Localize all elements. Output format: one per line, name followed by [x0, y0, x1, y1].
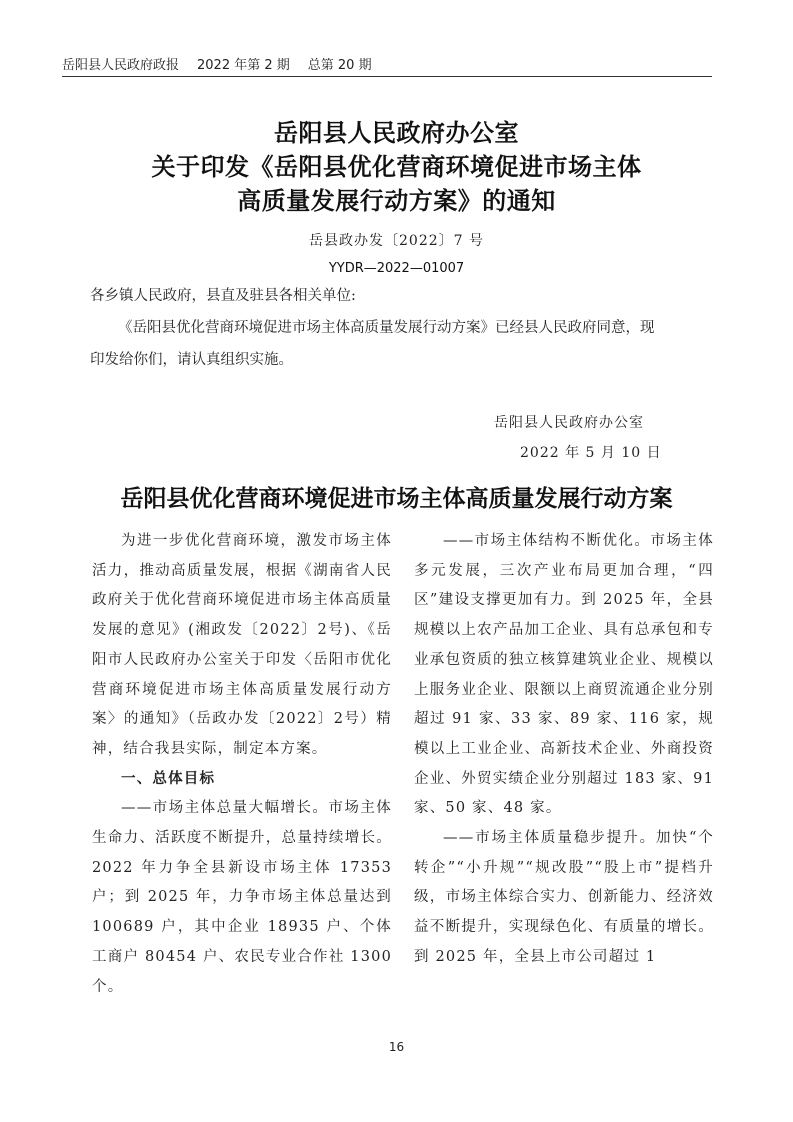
plan-title: 岳阳县优化营商环境促进市场主体高质量发展行动方案: [120, 485, 673, 512]
sign-date: 2022 年 5 月 10 日: [520, 445, 662, 461]
signer: 岳阳县人民政府办公室: [494, 415, 644, 431]
issue-number: 2022 年第 2 期: [197, 58, 290, 73]
notice-body-line-2: 印发给你们，请认真组织实施。: [90, 352, 293, 368]
addressee: 各乡镇人民政府，县直及驻县各相关单位:: [90, 288, 356, 304]
total-issue-number: 总第 20 期: [307, 58, 372, 73]
section-heading: 一、总体目标: [121, 770, 216, 787]
notice-title-line-1: 岳阳县人民政府办公室: [274, 118, 519, 147]
intro-paragraph: 为进一步优化营商环境，激发市场主体活力，推动高质量发展，根据《湖南省人民政府关于优化营商环境促进市场主体高质量发展的意见》(湘政发〔2022〕2号)、《岳阳市人民政府办公室关于印发〈岳阳市优化营商环境促进市场主体高质量发展行动方案〉的通知》（岳政办发〔2022〕2号）精神，结合我县实际，制定本方案。: [92, 533, 392, 757]
publication-name: 岳阳县人民政府政报: [62, 58, 180, 73]
goal-paragraph-1: ——市场主体总量大幅增长。市场主体生命力、活跃度不断提升，总量持续增长。2022 年力争全县新设市场主体 17353 户；到 2025 年，力争市场主体总量达到 100689 户，其中企业 18935 户、个体工商户 80454 户、农民专业合作社 1300 个。: [92, 800, 392, 995]
left-column: [92, 527, 392, 1002]
document-code: YYDR—2022—01007: [328, 261, 465, 276]
goal-paragraph-3: ——市场主体质量稳步提升。加快“个转企”“小升规”“规改股”“股上市”提档升级，市场主体综合实力、创新能力、经济效益不断提升，实现绿色化、有质量的增长。到 2025 年，全县上市公司超过 1: [414, 830, 714, 965]
goal-paragraph-2: ——市场主体结构不断优化。市场主体多元发展，三次产业布局更加合理，“四区”建设支撑更加有力。到 2025 年，全县规模以上农产品加工企业、具有总承包和专业承包资质的独立核算建筑业企业、规模以上服务业企业、限额以上商贸流通企业分别超过 91 家、33 家、89 家、116 家，规模以上工业企业、高新技术企业、外商投资企业、外贸实绩企业分别超过 183 家、91 家、50 家、48 家。: [414, 533, 714, 817]
document-number: 岳县政办发〔2022〕7 号: [309, 233, 484, 249]
notice-body-line-1: 《岳阳县优化营商环境促进市场主体高质量发展行动方案》已经县人民政府同意，现: [118, 320, 655, 336]
running-header: [62, 58, 712, 77]
notice-title-line-2: 关于印发《岳阳县优化营商环境促进市场主体: [151, 152, 642, 181]
page-number: 16: [388, 1040, 405, 1054]
notice-title-line-3: 高质量发展行动方案》的通知: [237, 186, 556, 215]
right-column: [414, 527, 714, 973]
